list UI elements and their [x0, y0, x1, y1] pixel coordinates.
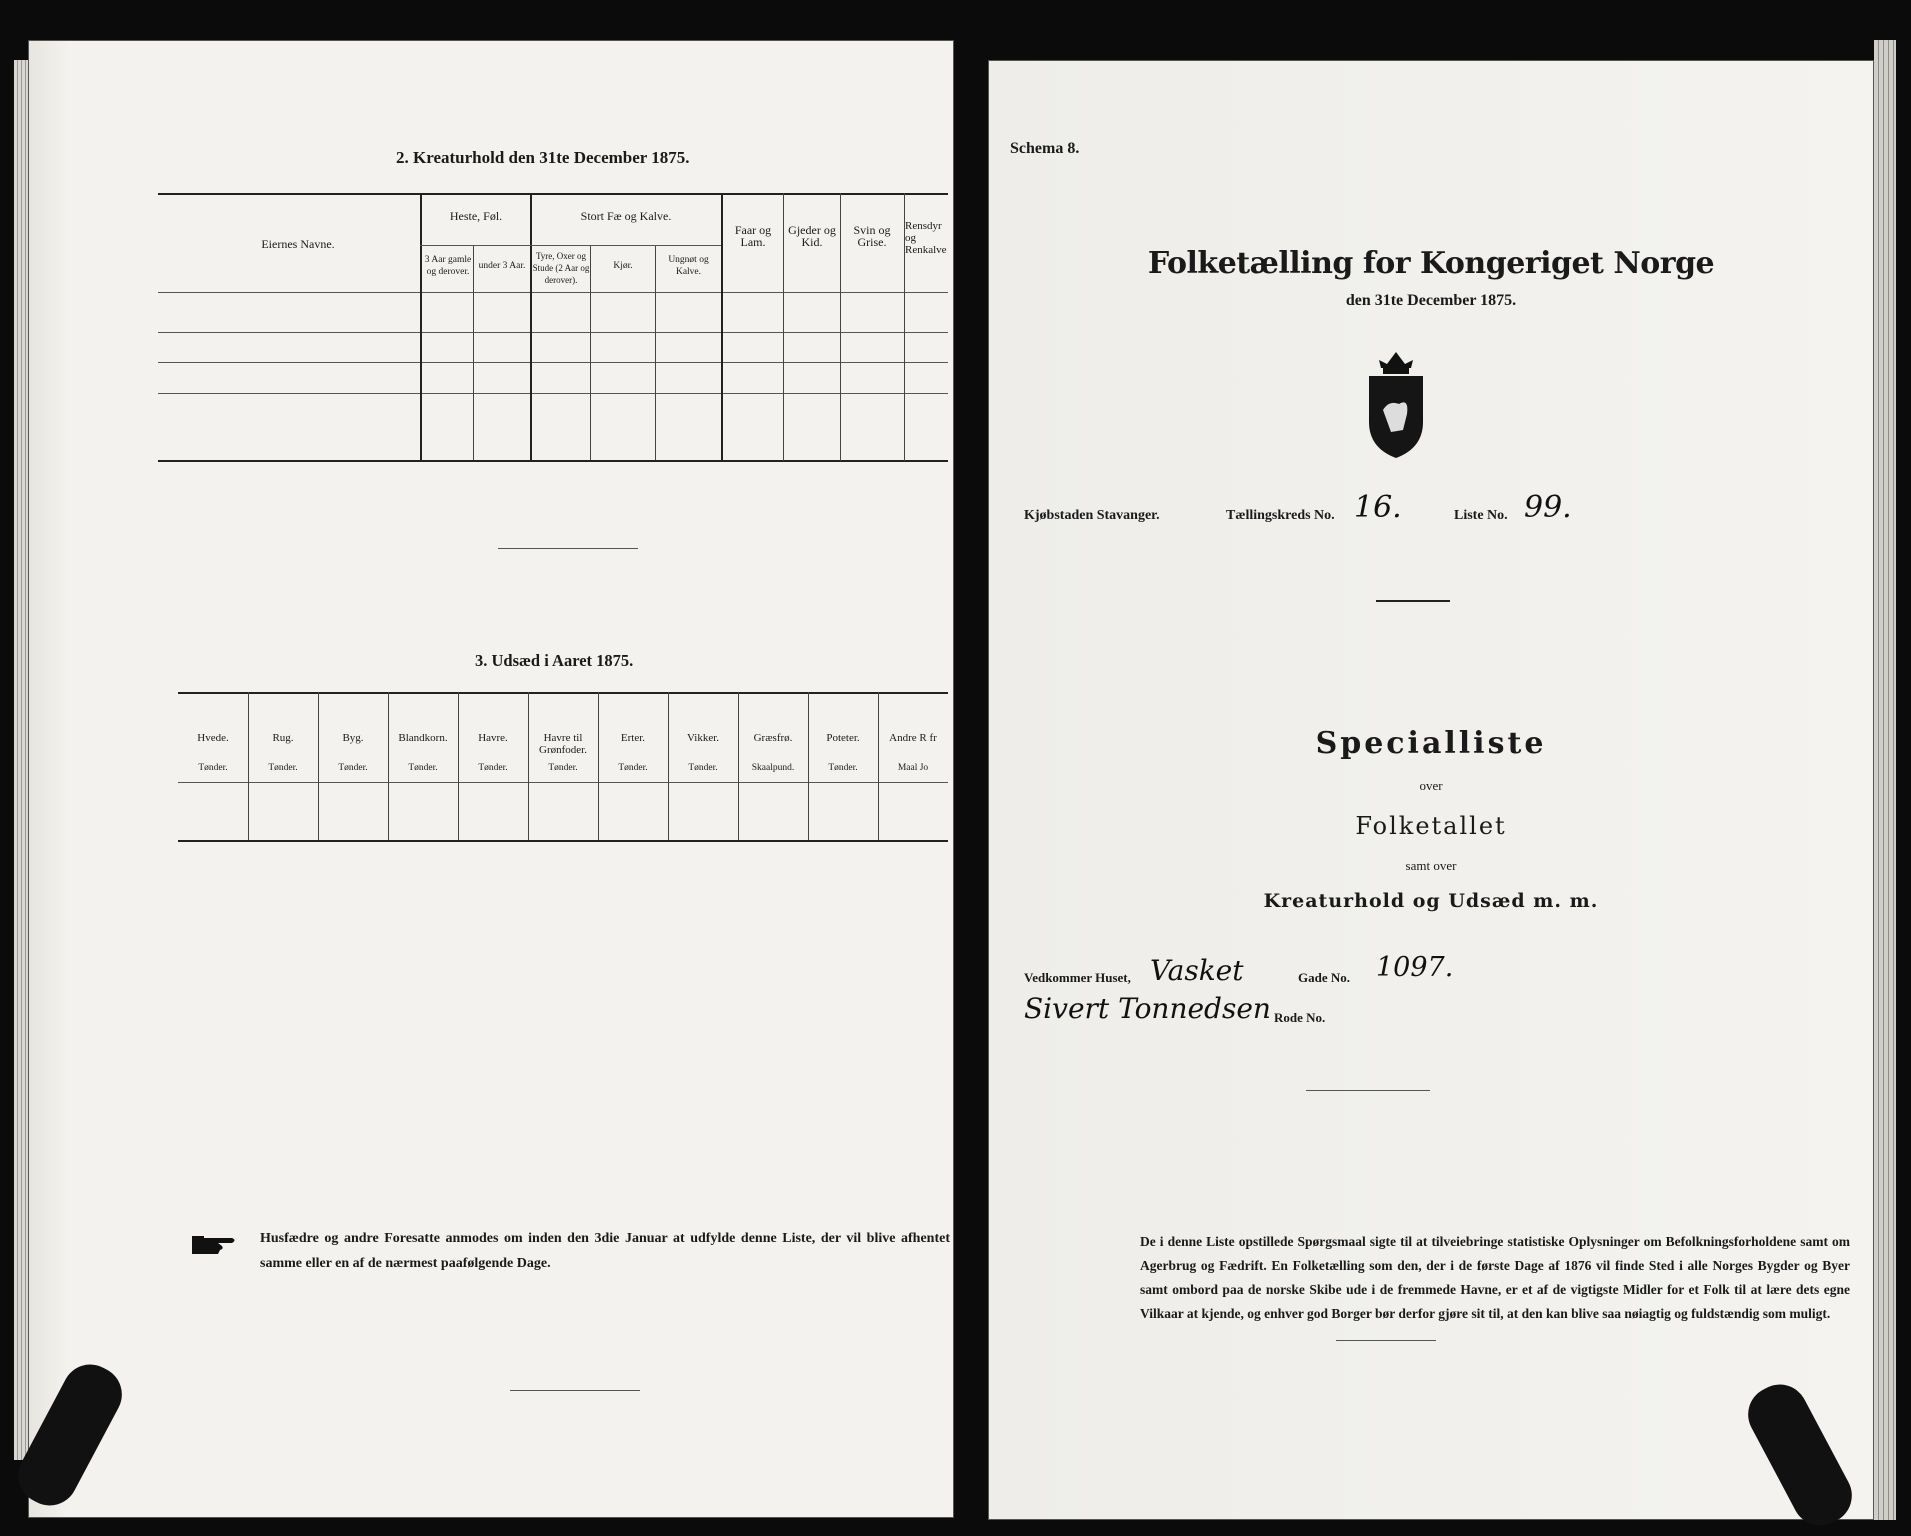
town-label: Kjøbstaden Stavanger.: [1024, 508, 1160, 523]
table2-row-rule: [158, 332, 948, 333]
cows-header: Kjør.: [613, 261, 633, 271]
specialliste-title: Specialliste: [1315, 726, 1547, 761]
crop-name: Vikker.: [686, 732, 720, 744]
house-label: Vedkommer Huset,: [1024, 970, 1131, 985]
crop-name: Hvede.: [197, 732, 229, 744]
separator-rule: [1376, 600, 1450, 602]
over-text: over: [1419, 778, 1443, 793]
pigs-header: Svin og Grise.: [853, 223, 891, 249]
table3-header-rule: [178, 782, 948, 783]
right-page-edges: [1874, 40, 1896, 1520]
horses-under3-header: under 3 Aar.: [478, 261, 526, 271]
owner-names-header: Eiernes Navne.: [261, 237, 335, 251]
kreaturhold-text: Kreaturhold og Udsæd m. m.: [1263, 890, 1599, 912]
gade-value: 1097.: [1376, 952, 1454, 983]
samt-over-text: samt over: [1405, 858, 1457, 873]
crop-name: Byg.: [342, 732, 364, 744]
section3-title: 3. Udsæd i Aaret 1875.: [475, 651, 634, 670]
table2-header-rule: [158, 292, 948, 293]
separator-rule: [1306, 1090, 1430, 1091]
owner-name: Sivert Tonnedsen: [1024, 992, 1271, 1025]
crop-name: Erter.: [620, 732, 646, 744]
district-value: 16.: [1354, 490, 1402, 525]
horses-3yr-header: 3 Aar gamle og derover.: [424, 255, 472, 277]
list-value: 99.: [1524, 490, 1572, 525]
crop-unit: Tønder.: [688, 763, 718, 773]
horses-header: Heste, Føl.: [449, 209, 503, 223]
crop-name: Havre.: [478, 732, 508, 744]
table2-row-rule: [158, 393, 948, 394]
footer-rule: [510, 1390, 640, 1391]
left-page: [28, 40, 954, 1518]
district-label: Tællingskreds No.: [1226, 508, 1335, 523]
crop-name: Havre til Grønfoder.: [539, 732, 587, 756]
table2-bottom-rule: [158, 460, 948, 462]
table2-col-line: [420, 193, 422, 461]
crop-name: Blandkorn.: [398, 732, 448, 744]
goats-header: Gjeder og Kid.: [788, 223, 836, 249]
sheep-header: Faar og Lam.: [734, 223, 772, 249]
crop-unit: Tønder.: [548, 763, 578, 773]
crop-unit: Tønder.: [828, 763, 858, 773]
crop-unit: Tønder.: [408, 763, 438, 773]
separator-rule: [498, 548, 638, 549]
crop-name: Andre R fr: [889, 732, 937, 744]
crop-name: Græsfrø.: [753, 732, 793, 744]
table3-bottom-rule: [178, 840, 948, 842]
crop-name: Rug.: [272, 732, 294, 744]
section2-title: 2. Kreaturhold den 31te December 1875.: [396, 148, 690, 167]
crop-unit: Tønder.: [478, 763, 508, 773]
crop-unit: Tønder.: [618, 763, 648, 773]
info-paragraph: De i denne Liste opstillede Spørgsmaal sigte til at tilveiebringe statistiske Oplysninger om Befolkningsforholdene samt om Agerbrug og Fædrift. En Folketælling som den, der i de første Dage af 1876 vil finde Sted i alle Norges Bygder og Byer samt ombord paa de norske Skibe ude i de fremmede Havne, er et af de vigtigste Midler for et Folk til at lære dets egne Vilkaar at kjende, og enhver god Borger bør derfor gjøre sit til, at den kan blive saa nøiagtig og fuldstændig som muligt.: [1140, 1234, 1850, 1321]
census-date: den 31te December 1875.: [1345, 292, 1517, 309]
gade-label: Gade No.: [1298, 970, 1350, 985]
crop-unit: Tønder.: [198, 763, 228, 773]
coat-of-arms-icon: [1365, 350, 1427, 460]
table3-top-rule: [178, 692, 948, 694]
reindeer-header: Rensdyr og Renkalve: [905, 220, 947, 256]
rode-label: Rode No.: [1274, 1010, 1326, 1025]
crop-unit: Tønder.: [338, 763, 368, 773]
pointing-hand-icon: [192, 1232, 238, 1258]
crop-name: Poteter.: [826, 732, 860, 744]
crop-unit: Skaalpund.: [751, 763, 795, 773]
table2-group-rule: [420, 245, 721, 246]
folketallet-text: Folketallet: [1355, 812, 1507, 840]
right-page: [988, 60, 1874, 1520]
table2-col-line: [530, 193, 532, 461]
house-value: Vasket: [1150, 954, 1244, 987]
census-title: Folketælling for Kongeriget Norge: [1147, 246, 1715, 281]
table2-col-line: [721, 193, 723, 461]
crop-unit: Tønder.: [268, 763, 298, 773]
table2-row-rule: [158, 362, 948, 363]
table2-top-rule: [158, 193, 948, 195]
young-cattle-header: Ungnøt og Kalve.: [668, 255, 709, 277]
notice-text: Husfædre og andre Foresatte anmodes om inden den 3die Januar at udfylde denne Liste, der vil blive afhentet samme eller en af de nærmest paafølgende Dage.: [260, 1231, 950, 1271]
footer-rule: [1336, 1340, 1436, 1341]
crop-unit: Maal Jo: [897, 763, 929, 773]
cattle-header: Stort Fæ og Kalve.: [580, 209, 672, 223]
list-label: Liste No.: [1454, 508, 1508, 523]
bulls-header: Tyre, Oxer og Stude (2 Aar og derover).: [532, 251, 590, 285]
schema-label: Schema 8.: [1010, 140, 1080, 157]
